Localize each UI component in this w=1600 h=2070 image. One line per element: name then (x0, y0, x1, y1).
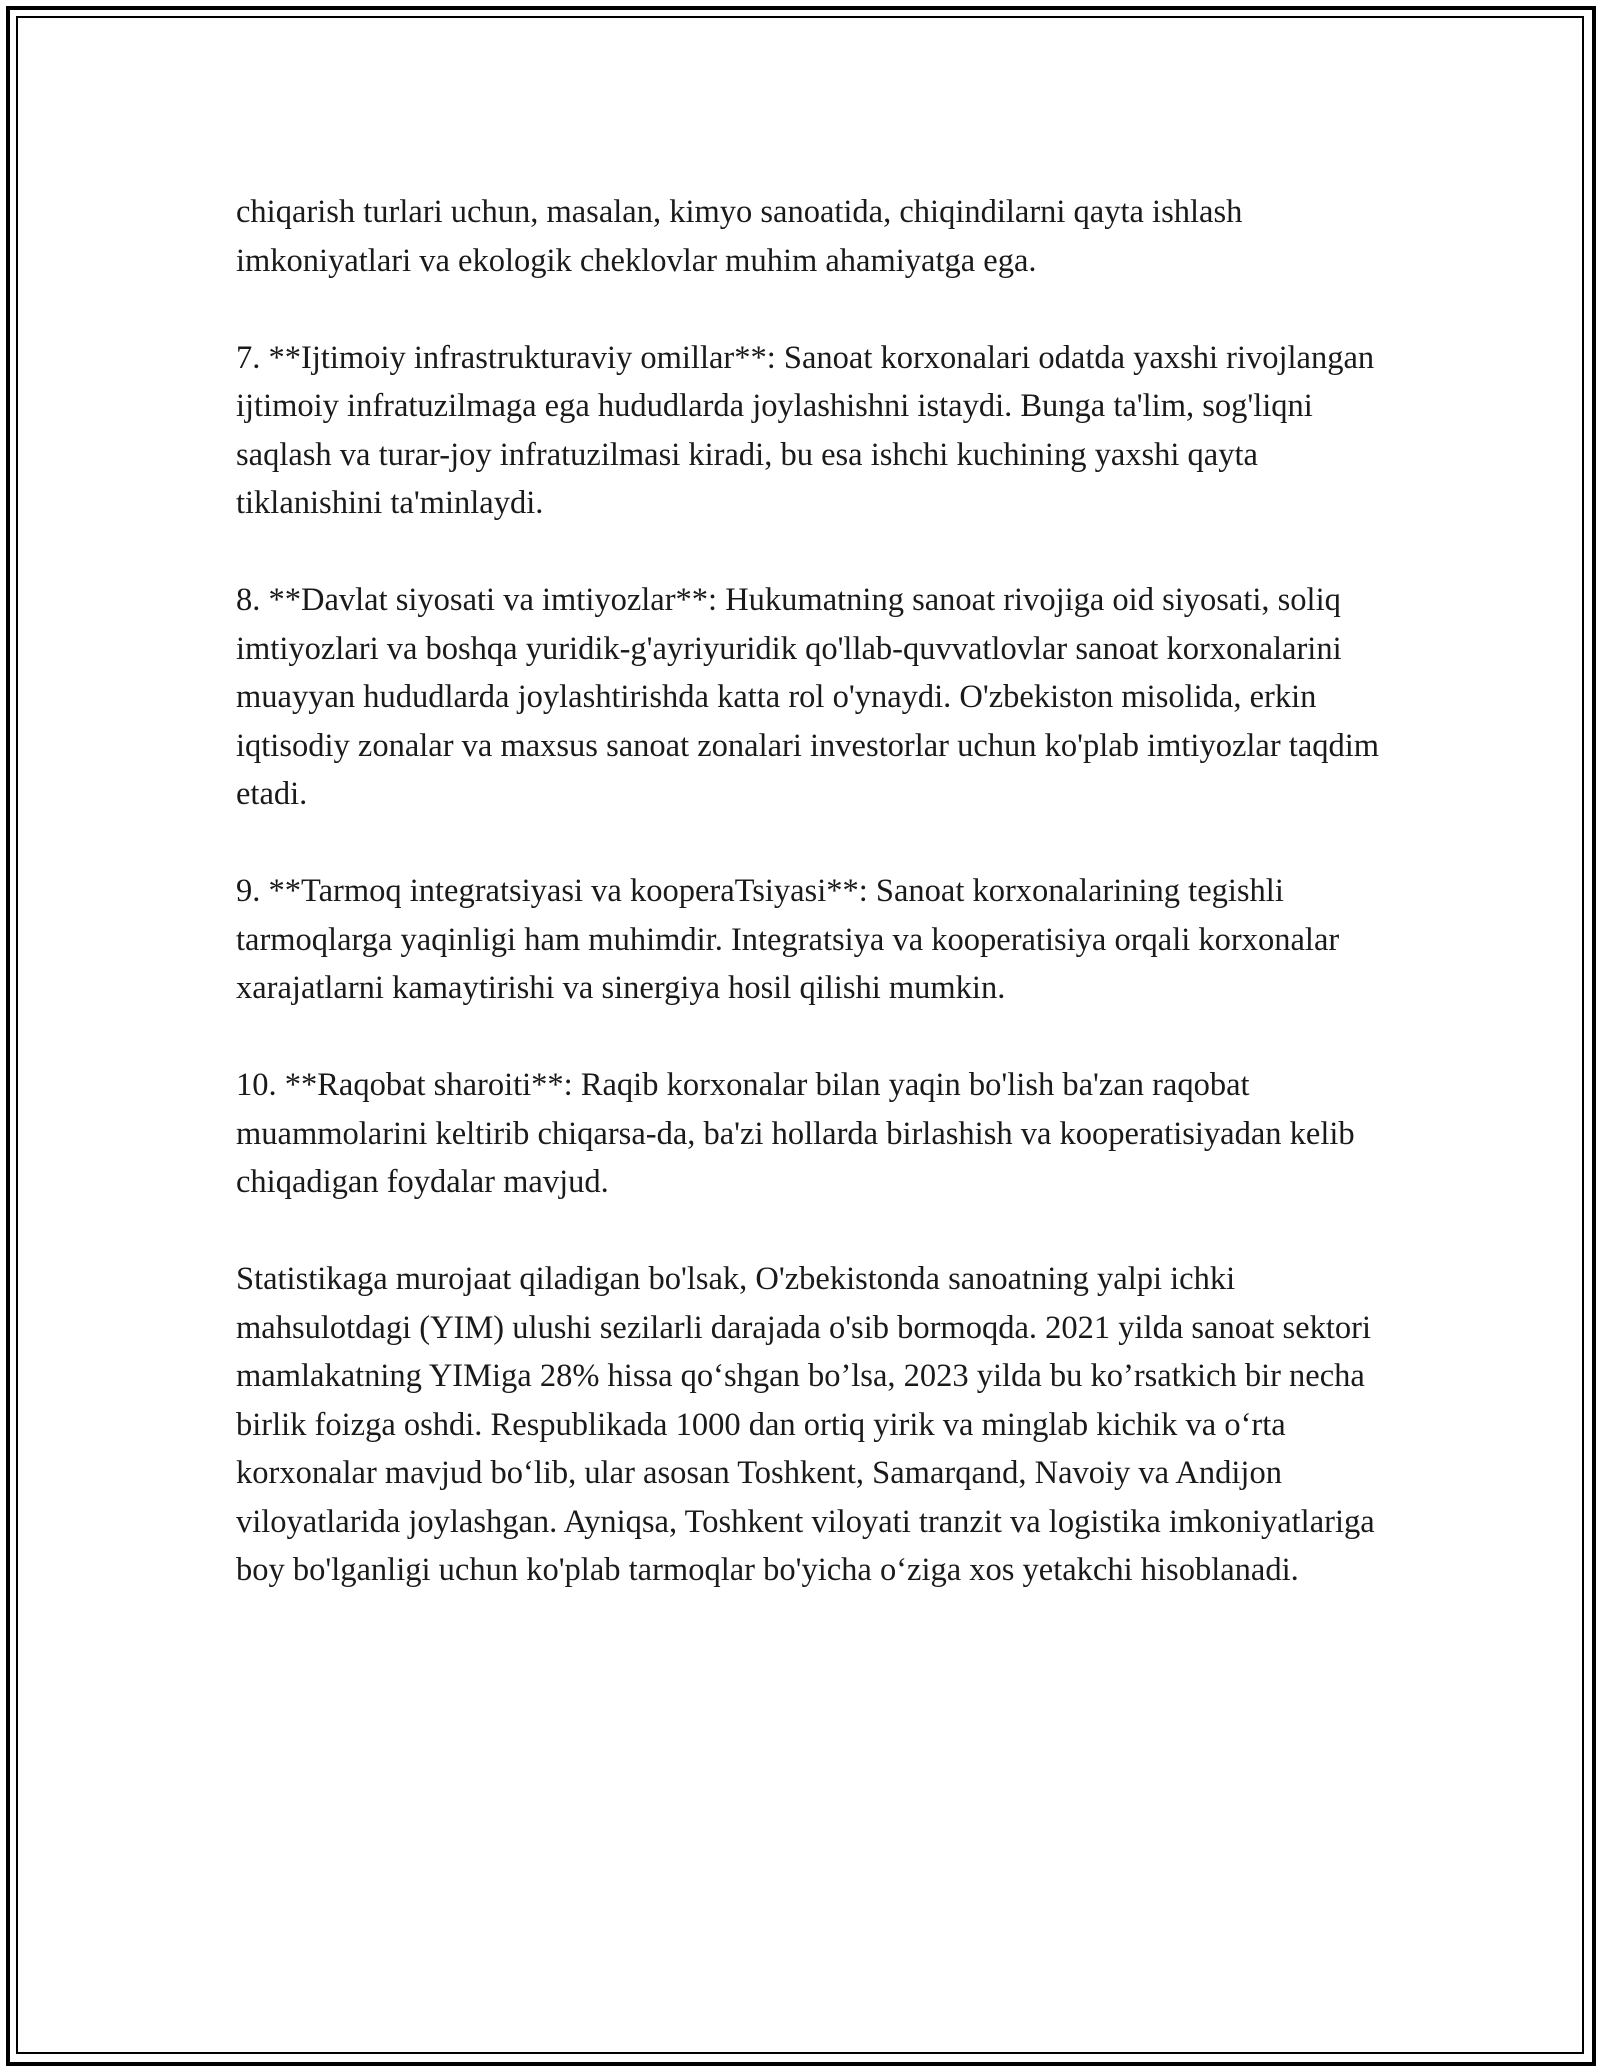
paragraph-statistics: Statistikaga murojaat qiladigan bo'lsak, O'zbekistonda sanoatning yalpi ichki mahsulotdagi (YIM) ulushi sezilarli darajada o'sib bormoqda. 2021 yilda sanoat sektori mamlakatning YIMiga 28% hissa qo‘shgan bo’lsa, 2023 yilda bu ko’rsatkich bir necha birlik foizga oshdi. Respublikada 1000 dan ortiq yirik va minglab kichik va o‘rta korxonalar mavjud bo‘lib, ular asosan Toshkent, Samarqand, Navoiy va Andijon viloyatlarida joylashgan. Ayniqsa, Toshkent viloyati tranzit va logistika imkoniyatlariga boy bo'lganligi uchun ko'plab tarmoqlar bo'yicha o‘ziga xos yetakchi hisoblanadi. (236, 1261, 1375, 1588)
paragraph-item-7: 7. **Ijtimoiy infrastrukturaviy omillar**: Sanoat korxonalari odatda yaxshi rivojlangan ijtimoiy infratuzilmaga ega hududlarda joylashishni istaydi. Bunga ta'lim, sog'liqni saqlash va turar-joy infratuzilmasi kiradi, bu esa ishchi kuchining yaxshi qayta tiklanishini ta'minlaydi. (236, 339, 1375, 521)
paragraph-continuation: chiqarish turlari uchun, masalan, kimyo sanoatida, chiqindilarni qayta ishlash imkoniyatlari va ekologik cheklovlar muhim ahamiyatga ega. (236, 194, 1243, 279)
paragraph-item-10: 10. **Raqobat sharoiti**: Raqib korxonalar bilan yaqin bo'lish ba'zan raqobat muammolarini keltirib chiqarsa-da, ba'zi hollarda birlashish va kooperatisiyadan kelib chiqadigan foydalar mavjud. (236, 1067, 1355, 1200)
paragraph-item-8: 8. **Davlat siyosati va imtiyozlar**: Hukumatning sanoat rivojiga oid siyosati, soliq imtiyozlari va boshqa yuridik-g'ayriyuridik qo'llab-quvvatlovlar sanoat korxonalarini muayyan hududlarda joylashtirishda katta rol o'ynaydi. O'zbekiston misolida, erkin iqtisodiy zonalar va maxsus sanoat zonalari investorlar uchun ko'plab imtiyozlar taqdim etadi. (236, 582, 1380, 812)
paragraph-item-9: 9. **Tarmoq integratsiyasi va kooperaTsiyasi**: Sanoat korxonalarining tegishli tarmoqlarga yaqinligi ham muhimdir. Integratsiya va kooperatisiya orqali korxonalar xarajatlarni kamaytirishi va sinergiya hosil qilishi mumkin. (236, 873, 1340, 1006)
document-body (236, 188, 1386, 1595)
